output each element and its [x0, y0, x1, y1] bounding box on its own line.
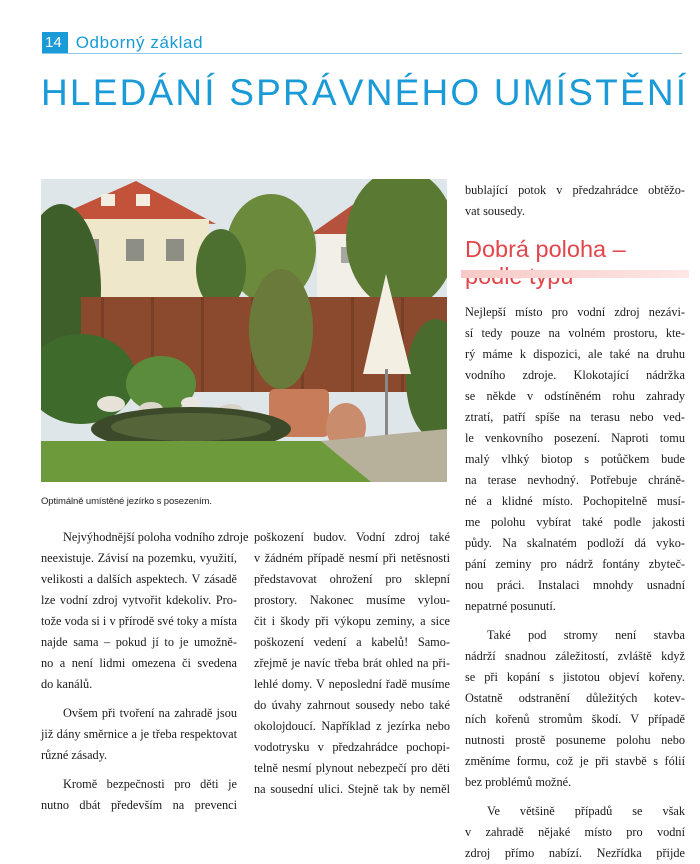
- text-line: nepatrné posunutí.: [465, 599, 556, 613]
- text-line: Kromě bezpečnosti pro děti je: [63, 777, 237, 791]
- text-line: již dány směrnice a je třeba respektovat: [41, 727, 237, 741]
- text-line: malý vlhký biotop s potůčkem bude: [465, 452, 685, 466]
- text-line: v žádném případě nesmí při netěsnosti: [254, 551, 450, 565]
- text-line: nádrží snadnou záležitostí, zvláště když: [465, 649, 685, 663]
- text-line: Ostatně odstranění důležitých kotev-: [465, 691, 685, 705]
- text-line: rý máme k dispozici, ale také na druhu: [465, 347, 685, 361]
- garden-pond-photo: [41, 179, 447, 482]
- page-number: 14: [42, 32, 68, 54]
- text-line: vat sousedy.: [465, 204, 525, 218]
- text-line: Ve většině případů se však: [487, 804, 685, 818]
- subheading: [465, 236, 685, 290]
- text-line: vodotrysku v předzahrádce pochopi-: [254, 740, 450, 754]
- paragraph: [465, 302, 685, 617]
- text-line: Nejvýhodnější poloha vodního zdroje: [63, 530, 249, 544]
- paragraph: [465, 180, 685, 222]
- text-line: různé zásady.: [41, 748, 108, 762]
- text-line: sí tedy pouze na volném prostoru, kte-: [465, 326, 685, 340]
- text-line: vodního zdroje. Klokotající nádržka: [465, 368, 685, 382]
- header-rule: [42, 53, 682, 54]
- text-line: poškození vedení a kabelů! Samo-: [254, 635, 450, 649]
- text-line: ztratí, patří spíše na terasu nebo ved-: [465, 410, 685, 424]
- paragraph: [254, 527, 450, 800]
- paragraph: [41, 703, 237, 766]
- text-line: prostory. Nakonec musíme vylou-: [254, 593, 450, 607]
- paragraph: [465, 625, 685, 793]
- section-title: Odborný základ: [75, 33, 204, 52]
- text-column-1: [41, 527, 249, 816]
- text-line: telně nesmí plynout nebezpečí pro děti: [254, 761, 450, 775]
- text-line: lehlé domy. V neposlední řadě musíme: [254, 677, 450, 691]
- text-line: bublající potok v předzahrádce obtěžo-: [465, 183, 685, 197]
- text-line: do kanálů.: [41, 677, 93, 691]
- text-line: změníme formu, což je při stavbě s fólií: [465, 754, 685, 768]
- text-line: neexistuje. Závisí na pozemku, využití,: [41, 551, 237, 565]
- text-line: poškození budov. Vodní zdroj také: [254, 530, 450, 544]
- text-line: lze vodní zdroj vytvořit kdekoliv. Pro-: [41, 593, 237, 607]
- text-line: no a není lidmi omezena či svedena: [41, 656, 237, 670]
- text-line: bez problémů možné.: [465, 775, 572, 789]
- text-line: me polohu vybírat také podle jakosti: [465, 515, 685, 529]
- subheading-underline: [461, 270, 689, 278]
- text-line: nou práci. Instalaci mnohdy usnadní: [465, 578, 685, 592]
- page-title: HLEDÁNÍ SPRÁVNÉHO UMÍSTĚNÍ: [41, 72, 689, 113]
- text-line: ních kořenů stromům škodí. V případě: [465, 712, 685, 726]
- text-line: Nejlepší místo pro vodní zdroj nezávi-: [465, 305, 685, 319]
- text-line: představovat ohrožení pro sklepní: [254, 572, 450, 586]
- text-line: v zahradě nějaké místo pro vodní: [465, 825, 685, 839]
- text-line: né a klidné místo. Pochopitelně musí-: [465, 494, 685, 508]
- text-line: le venkovního posezení. Naproti tomu: [465, 431, 685, 445]
- text-line: čit i škody při výkopu zeminy, a sice: [254, 614, 450, 628]
- text-line: půdy. Na skalnatém podloží dá vyko-: [465, 536, 685, 550]
- text-line: do úvahy zahrnout sousedy nebo také: [254, 698, 450, 712]
- text-line: zdroj přímo nabízí. Nezřídka přijde: [465, 846, 685, 860]
- paragraph: [41, 527, 249, 695]
- text-line: na sousední ulici. Stejně tak by neměl: [254, 782, 450, 796]
- text-line: na terase nevhodný. Potřebuje chráně-: [465, 473, 685, 487]
- text-line: tože voda si i v přírodě své toky a místa: [41, 614, 237, 628]
- paragraph: [465, 801, 685, 864]
- text-line: nutno dbát především na prevenci: [41, 798, 237, 812]
- text-line: najde sama – pokud jí to je umožně-: [41, 635, 237, 649]
- text-line: Ovšem při tvoření na zahradě jsou: [63, 706, 237, 720]
- paragraph: [41, 774, 237, 816]
- page-header: [42, 32, 682, 54]
- text-line: nutnosti prostě posuneme polohu nebo: [465, 733, 685, 747]
- text-column-3: [465, 180, 685, 864]
- text-line: pání zeminy pro nádrž fontány zbyteč-: [465, 557, 685, 571]
- subheading-line: Dobrá poloha –: [465, 236, 626, 262]
- text-line: se při kopání s jistotou objeví kořeny.: [465, 670, 685, 684]
- text-line: velikosti a dalších aspektech. V zásadě: [41, 572, 237, 586]
- text-line: se někde v odstíněném rohu zahrady: [465, 389, 685, 403]
- text-line: okolojdoucí. Například z jezírka nebo: [254, 719, 450, 733]
- text-column-2: [254, 527, 450, 800]
- text-line: zřejmě je navíc třeba brát ohled na při-: [254, 656, 450, 670]
- photo-caption: Optimálně umístěné jezírko s posezením.: [41, 496, 212, 507]
- text-line: Také pod stromy není stavba: [487, 628, 685, 642]
